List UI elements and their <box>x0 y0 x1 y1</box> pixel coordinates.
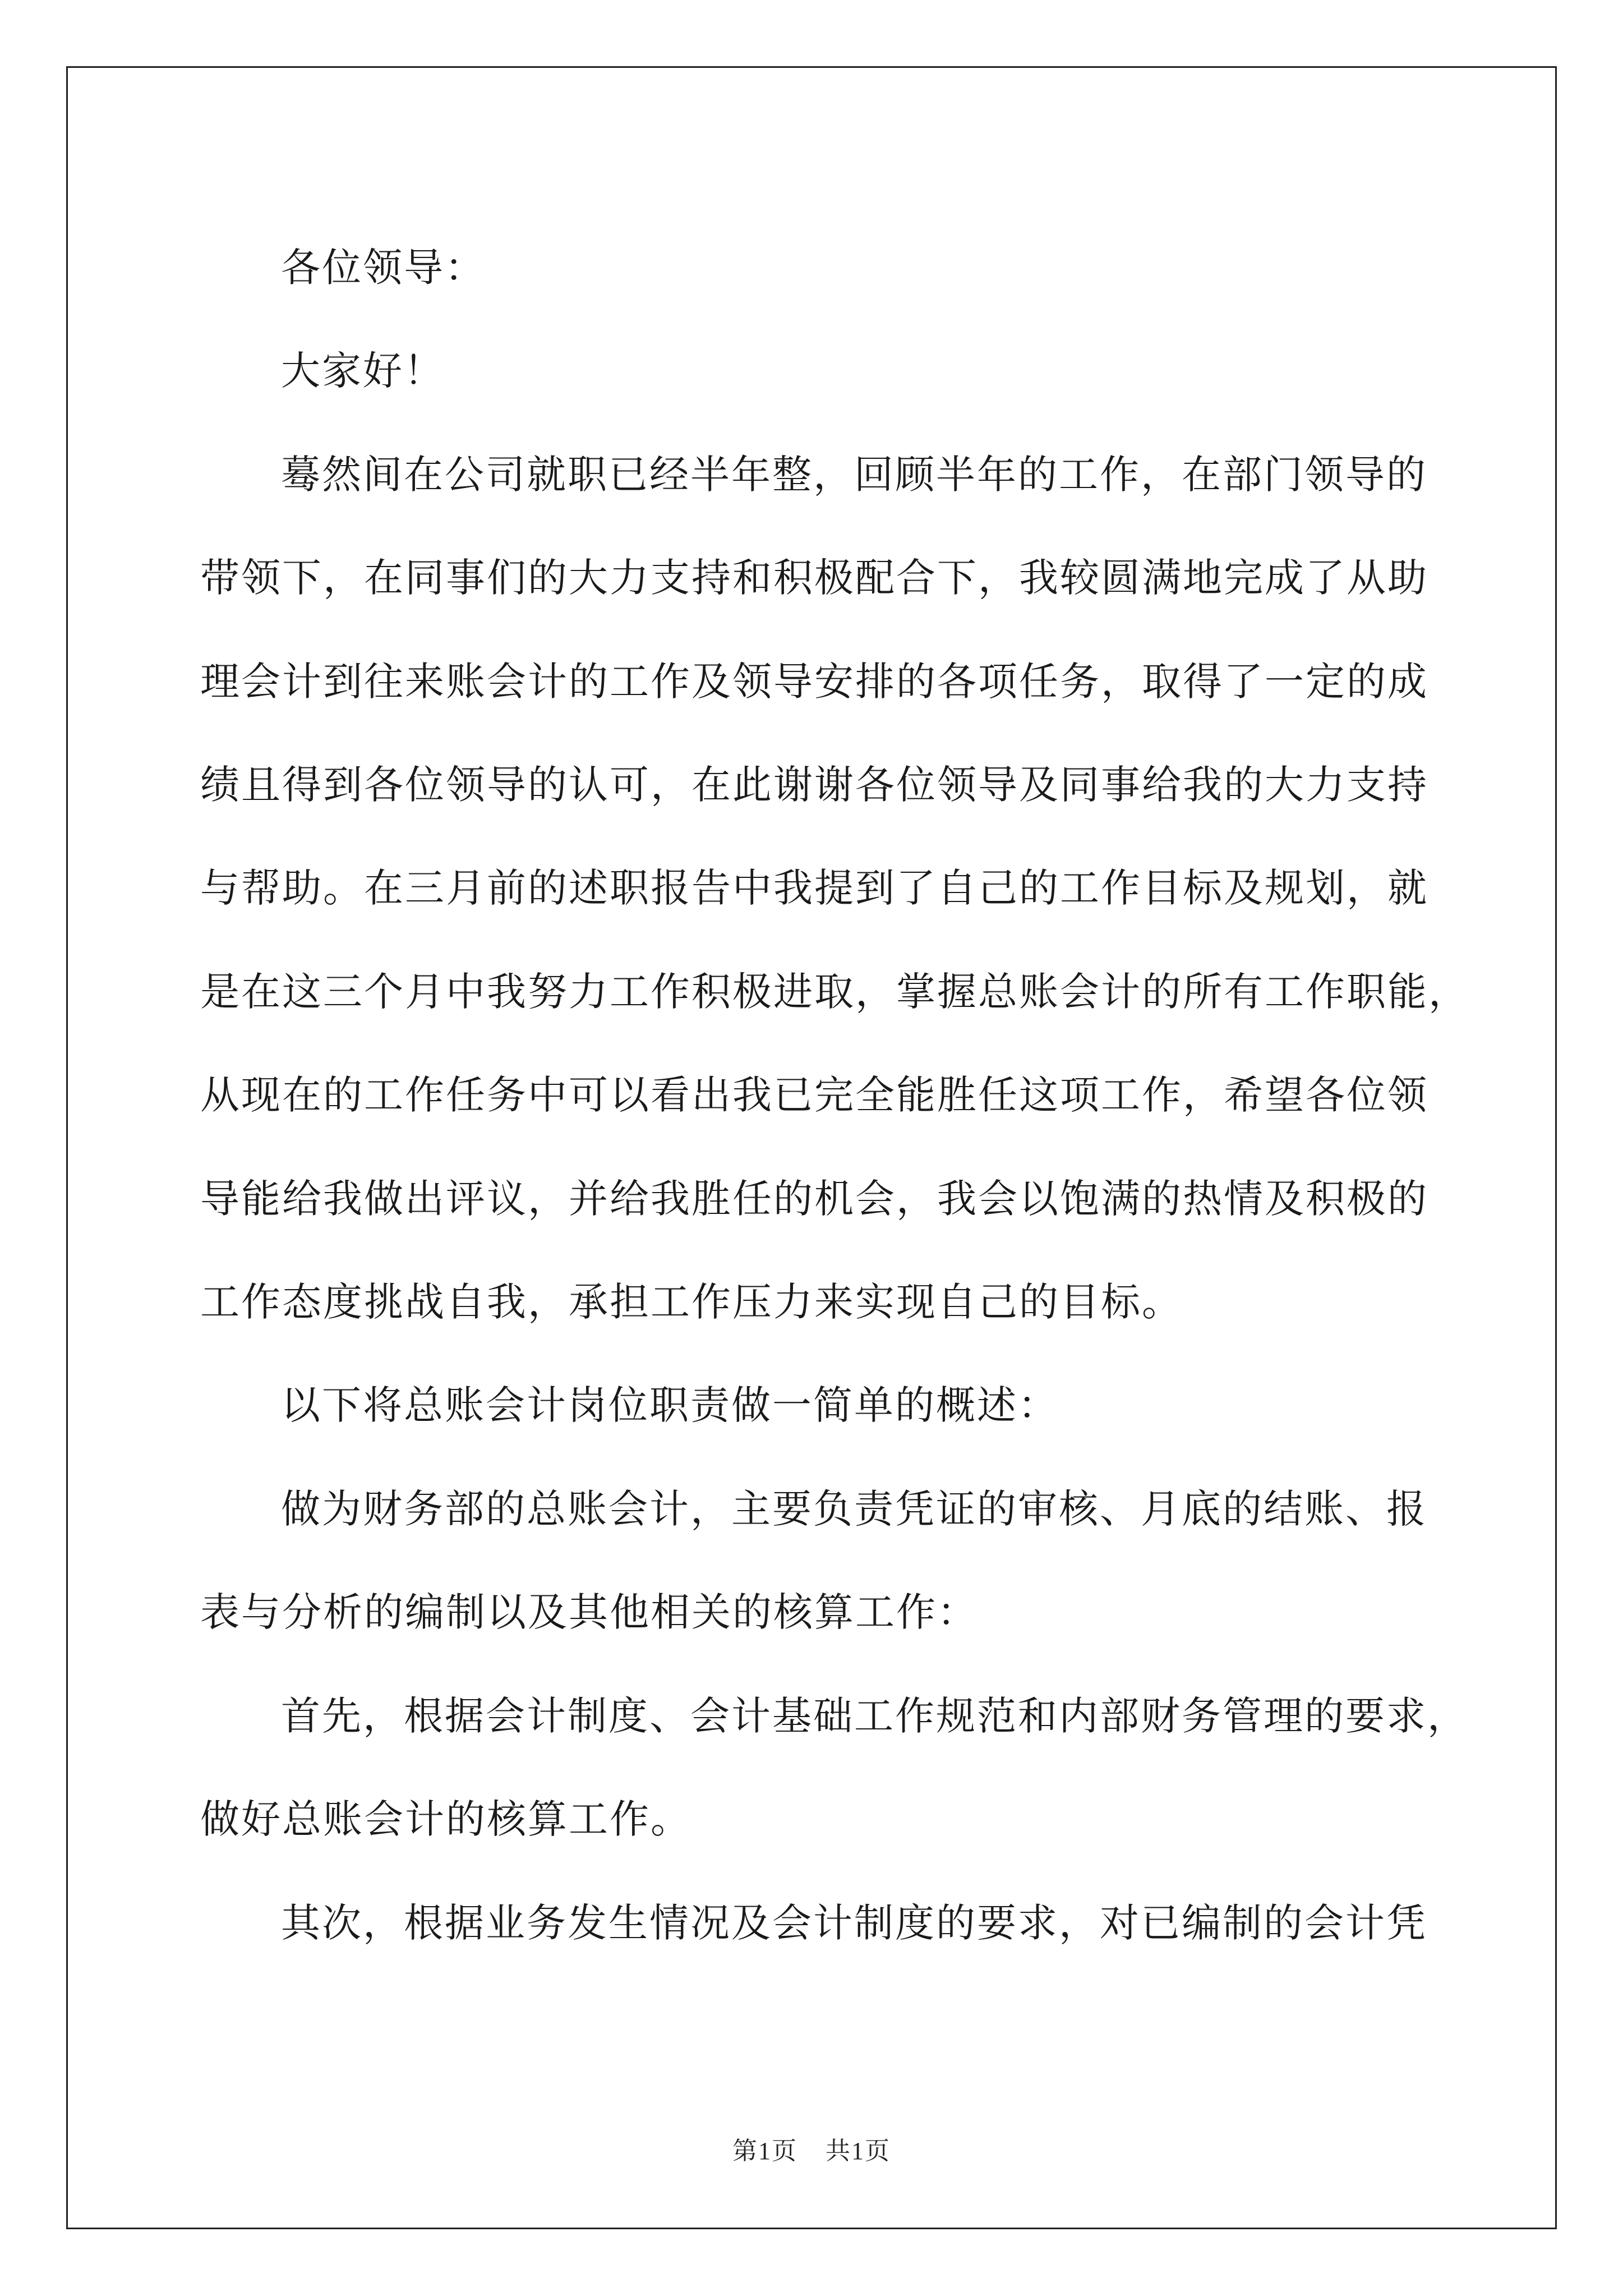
text-line: 导能给我做出评议，并给我胜任的机会，我会以饱满的热情及积极的 <box>200 1175 1428 1222</box>
text-line: 大家好！ <box>281 348 445 394</box>
text-line: 工作态度挑战自我，承担工作压力来实现自己的目标。 <box>200 1279 1183 1326</box>
text-line: 以下将总账会计岗位职责做一简单的概述： <box>281 1382 1059 1429</box>
text-line: 从现在的工作任务中可以看出我已完全能胜任这项工作，希望各位领 <box>200 1072 1428 1119</box>
text-line: 蓦然间在公司就职已经半年整，回顾半年的工作，在部门领导的 <box>281 451 1427 498</box>
text-line: 绩且得到各位领导的认可，在此谢谢各位领导及同事给我的大力支持 <box>200 762 1428 808</box>
text-line: 表与分析的编制以及其他相关的核算工作： <box>200 1589 978 1636</box>
text-line: 理会计到往来账会计的工作及领导安排的各项任务，取得了一定的成 <box>200 658 1428 705</box>
page-number: 第1页 <box>732 2137 797 2165</box>
text-line: 与帮助。在三月前的述职报告中我提到了自己的工作目标及规划，就 <box>200 865 1428 912</box>
document-body <box>200 216 1469 1975</box>
text-line: 是在这三个月中我努力工作积极进取，掌握总账会计的所有工作职能， <box>200 968 1469 1015</box>
text-line: 带领下，在同事们的大力支持和积极配合下，我较圆满地完成了从助 <box>200 555 1428 601</box>
page-footer <box>0 2131 1623 2166</box>
text-line: 其次，根据业务发生情况及会计制度的要求，对已编制的会计凭 <box>281 1899 1427 1946</box>
page-total: 共1页 <box>826 2137 891 2165</box>
text-line: 做为财务部的总账会计，主要负责凭证的审核、月底的结账、报 <box>281 1485 1427 1532</box>
text-line: 做好总账会计的核算工作。 <box>200 1796 691 1843</box>
text-line: 各位领导： <box>281 245 486 291</box>
text-line: 首先，根据会计制度、会计基础工作规范和内部财务管理的要求， <box>281 1692 1468 1739</box>
